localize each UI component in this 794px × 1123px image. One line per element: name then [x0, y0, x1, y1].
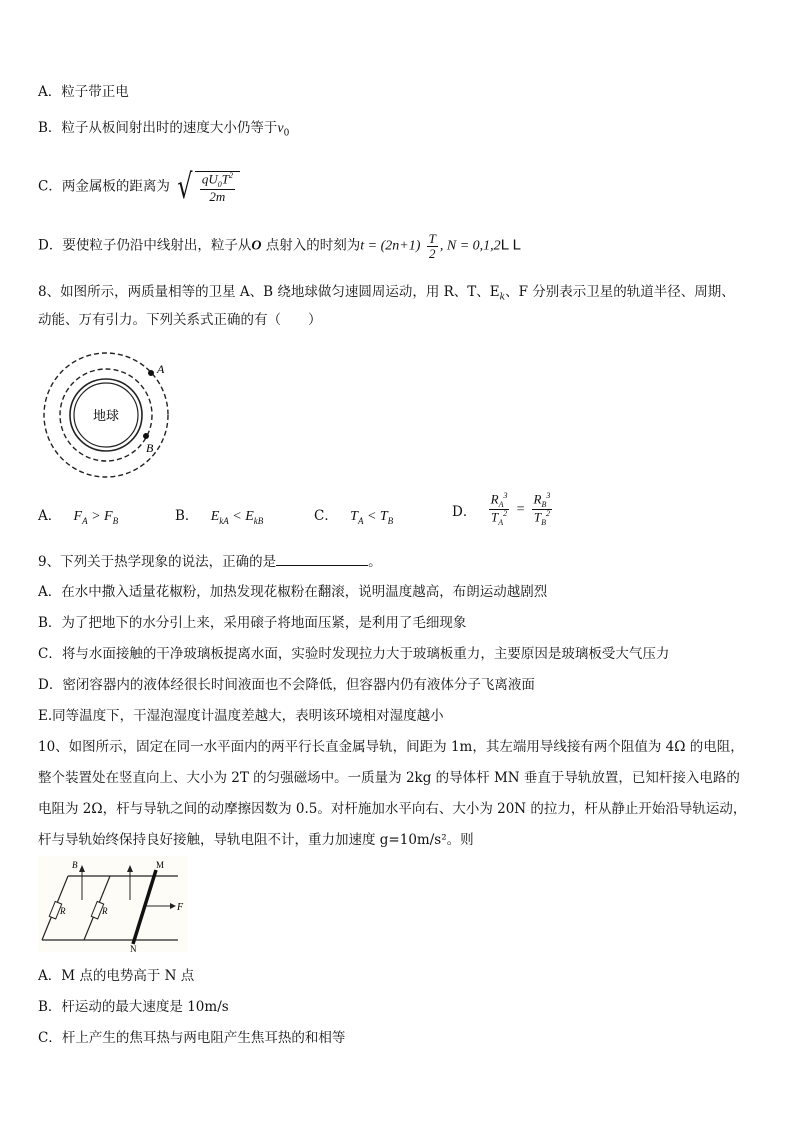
label-m: M [156, 860, 165, 870]
resistor-2-label: R [102, 906, 108, 916]
q8-c-var: T [350, 509, 358, 524]
q9-option-c: C．将与水面接触的干净玻璃板提离水面，实验时发现拉力大于玻璃板重力，主要原因是玻璃板受大气压力 [38, 646, 670, 662]
q8-stem-sub: k [499, 292, 506, 303]
satellite-b-dot [143, 433, 149, 439]
q7-option-d-mid: 点射入的时刻为 [261, 237, 361, 254]
q7-c-num-sub: 0 [217, 179, 222, 189]
q8-option-b-label: B． [175, 508, 199, 524]
q8-stem-part1: 8、如图所示，两质量相等的卫星 A、B 绕地球做匀速圆周运动，用 R、T、E [38, 284, 500, 300]
q8-stem-line1 [38, 282, 735, 308]
q9-answer-blank[interactable] [276, 551, 368, 566]
q8-option-b [175, 504, 263, 526]
q9-stem-text: 9、下列关于热学现象的说法，正确的是 [38, 554, 277, 570]
q7-option-d-tail: L L [500, 236, 521, 254]
q10-option-a: A．M 点的电势高于 N 点 [38, 968, 195, 984]
q9-stem [38, 551, 382, 572]
q8-stem-line2: 动能、万有引力。下列关系式正确的有（ ） [38, 312, 322, 328]
q9-option-d: D．密闭容器内的液体经很长时间液面也不会降低，但容器内仍有液体分子飞离液面 [38, 677, 535, 693]
satellite-orbit-figure [38, 352, 178, 482]
q8-option-c-label: C． [314, 508, 338, 524]
label-f: F [177, 902, 184, 913]
label-b: B [72, 860, 78, 870]
satellite-b-label: B [146, 441, 154, 455]
q7-d-frac-den: 2 [429, 245, 436, 261]
q8-a-var: F [73, 509, 83, 524]
q7-c-num-sup: 2 [228, 170, 233, 180]
q9-option-a: A．在水中撒入适量花椒粉，加热发现花椒粉在翻滚，说明温度越高，布朗运动越剧烈 [38, 584, 548, 600]
q8-a-sub1: A [82, 515, 88, 526]
q7-option-d-o: O [251, 238, 262, 254]
q7-option-d-formula-b: , N = 0,1,2 [439, 238, 501, 254]
q10-stem-line3: 电阻为 2Ω，杆与导轨之间的动摩擦因数为 0.5。对杆施加水平向右、大小为 20N 的拉力，杆从静止开始沿导轨运动， [38, 801, 747, 817]
q7-d-frac-num: T [428, 231, 436, 246]
satellite-a-dot [148, 370, 154, 376]
q7-c-num-t: T [221, 170, 229, 186]
q8-c-sub2: B [387, 515, 394, 526]
q8-stem-part2: 、F 分别表示卫星的轨道半径、周期、 [505, 284, 735, 300]
q7-option-b-sub: 0 [283, 128, 290, 139]
q7-option-b-text: B．粒子从板间射出时的速度大小仍等于 [38, 120, 278, 136]
q8-b-sub2: kB [253, 515, 264, 526]
q7-option-d-formula-a: t = (2n+1) [360, 238, 421, 254]
q7-option-b [38, 118, 289, 144]
q9-option-e: E.同等温度下，干湿泡湿度计温度差越大，表明该环境相对湿度越小 [38, 708, 444, 724]
q8-c-sub1: A [357, 515, 364, 526]
q10-stem-line4: 杆与导轨始终保持良好接触，导轨电阻不计，重力加速度 g=10m/s²。则 [38, 832, 474, 848]
q8-a-op: > F [87, 509, 113, 524]
q10-option-c: C．杆上产生的焦耳热与两电阻产生焦耳热的和相等 [38, 1030, 346, 1046]
sqrt-symbol-icon: √ [177, 167, 193, 207]
q8-d-right-frac: $\frac{R_B^3}{T_B^2}$ [533, 491, 551, 528]
q7-option-b-var: v [277, 121, 284, 136]
q7-option-d [38, 232, 521, 260]
q9-option-b: B．为了把地下的水分引上来，采用磙子将地面压紧，是利用了毛细现象 [38, 615, 467, 631]
q7-option-c-sqrt [174, 167, 240, 207]
q7-c-num: qU [201, 170, 218, 186]
q7-option-c [38, 167, 240, 207]
q8-b-op: < E [228, 509, 254, 524]
earth-label: 地球 [92, 409, 120, 424]
q7-c-den: 2m [209, 188, 226, 204]
q8-option-d-label: D． [452, 503, 477, 520]
q7-option-c-text: C．两金属板的距离为 [38, 178, 170, 195]
q7-option-a: A．粒子带正电 [38, 84, 129, 100]
q8-c-op: < T [363, 509, 388, 524]
q8-a-sub2: B [112, 515, 119, 526]
q10-stem-line2: 整个装置处在竖直向上、大小为 2T 的匀强磁场中。一质量为 2kg 的导体杆 MN 垂直于导轨放置，已知杆接入电路的 [38, 770, 740, 786]
q8-option-a [38, 504, 118, 526]
q7-option-d-text: D．要使粒子仍沿中线射出，粒子从 [38, 237, 252, 254]
satellite-a-label: A [157, 362, 165, 376]
q8-d-left-frac: $\frac{R_A^3}{T_A^2}$ [490, 491, 508, 528]
q8-option-d: D． $\frac{R_A^3}{T_A^2}$ = $\frac{R_B^3}{T_B^2}$ [452, 491, 551, 528]
q8-option-a-label: A． [38, 508, 62, 524]
q8-option-c [314, 504, 393, 526]
rail-circuit-figure [38, 856, 188, 952]
resistor-1-label: R [60, 906, 66, 916]
q10-option-b: B．杆运动的最大速度是 10m/s [38, 999, 229, 1015]
q10-stem-line1: 10、如图所示，固定在同一水平面内的两平行长直金属导轨，间距为 1m，其左端用导线接有两个阻值为 4Ω 的电阻， [38, 739, 744, 755]
label-n: N [130, 944, 137, 952]
q9-stem-end: 。 [368, 554, 382, 570]
q8-b-var: E [210, 509, 220, 524]
q8-b-sub1: kA [219, 515, 229, 526]
